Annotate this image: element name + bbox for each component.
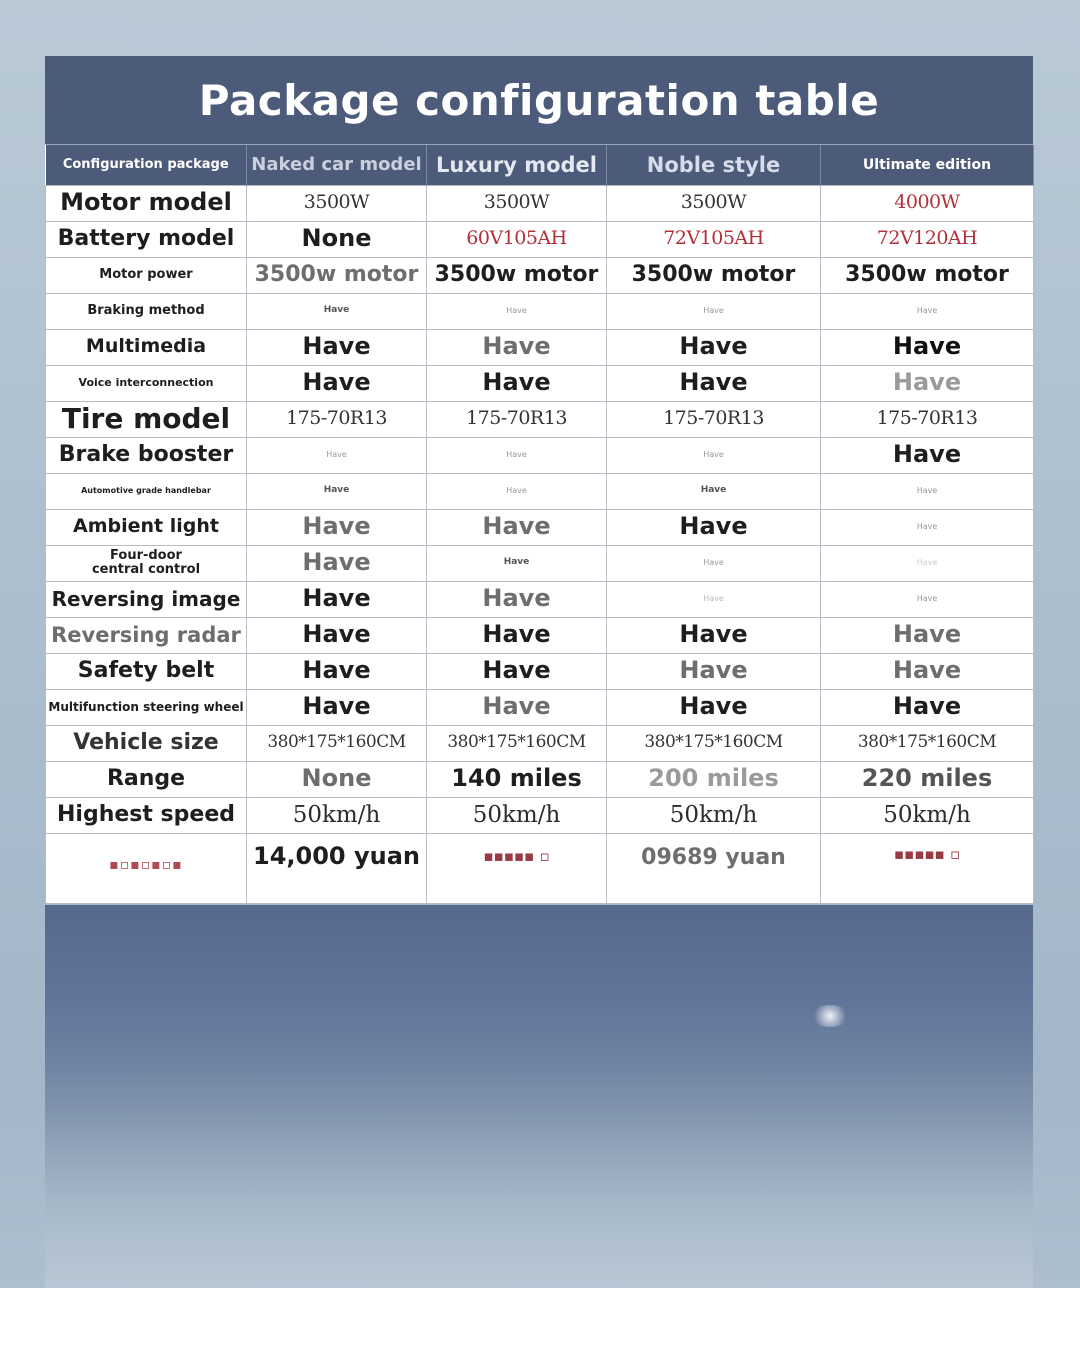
table-cell: 140 miles (427, 761, 607, 797)
row-label: Range (46, 761, 247, 797)
table-row (46, 725, 1034, 761)
table-cell: 3500w motor (247, 257, 427, 293)
price-row (46, 833, 1034, 903)
page-title: Package configuration table (198, 75, 880, 125)
column-header-package: Configuration package (46, 145, 247, 185)
table-row (46, 257, 1034, 293)
price-label (46, 833, 247, 903)
table-row (46, 329, 1034, 365)
table-cell: 3500W (247, 185, 427, 221)
row-label: Braking method (46, 293, 247, 329)
table-cell: Have (247, 617, 427, 653)
table-cell: Have (247, 437, 427, 473)
table-cell: Have (607, 473, 821, 509)
configuration-table (45, 145, 1034, 904)
table-cell: Have (247, 545, 427, 581)
table-cell: Have (247, 581, 427, 617)
table-cell: 50km/h (607, 797, 821, 833)
table-row (46, 293, 1034, 329)
table-row (46, 185, 1034, 221)
table-cell: Have (247, 509, 427, 545)
table-cell: Have (821, 437, 1034, 473)
table-cell: 380*175*160CM (821, 725, 1034, 761)
table-cell: Have (821, 581, 1034, 617)
table-cell: 72V120AH (821, 221, 1034, 257)
table-cell: Have (247, 329, 427, 365)
price-cell: 14,000 yuan (247, 833, 427, 903)
table-cell: Have (607, 689, 821, 725)
row-label: Reversing image (46, 581, 247, 617)
table-row (46, 473, 1034, 509)
row-label: Motor power (46, 257, 247, 293)
table-row (46, 761, 1034, 797)
table-cell: Have (821, 617, 1034, 653)
table-cell: Have (247, 293, 427, 329)
table-cell: Have (607, 545, 821, 581)
table-cell: Have (607, 653, 821, 689)
row-label: Reversing radar (46, 617, 247, 653)
table-cell: 50km/h (247, 797, 427, 833)
table-cell: Have (427, 545, 607, 581)
price-cell (427, 833, 607, 903)
table-cell: 380*175*160CM (247, 725, 427, 761)
column-header-noble: Noble style (607, 145, 821, 185)
table-cell: 3500w motor (607, 257, 821, 293)
table-cell: 175-70R13 (821, 401, 1034, 437)
table-row (46, 653, 1034, 689)
table-row (46, 689, 1034, 725)
table-cell: 175-70R13 (427, 401, 607, 437)
table-cell: 3500w motor (821, 257, 1034, 293)
table-cell: Have (427, 653, 607, 689)
table-cell: Have (607, 293, 821, 329)
table-cell: Have (427, 437, 607, 473)
table-row (46, 221, 1034, 257)
table-cell: 3500w motor (427, 257, 607, 293)
table-cell: Have (821, 293, 1034, 329)
table-row (46, 365, 1034, 401)
row-label: Automotive grade handlebar (46, 473, 247, 509)
table-cell: Have (821, 509, 1034, 545)
table-cell: Have (427, 293, 607, 329)
table-cell: 200 miles (607, 761, 821, 797)
background-fade (0, 1060, 1080, 1288)
table-cell: 60V105AH (427, 221, 607, 257)
row-label: Ambient light (46, 509, 247, 545)
blurred-price: ▪▪▪▪▪ ▫ (483, 846, 550, 865)
table-cell: 4000W (821, 185, 1034, 221)
table-cell: Have (427, 329, 607, 365)
row-label: Multifunction steering wheel (46, 689, 247, 725)
table-row (46, 545, 1034, 581)
table-cell: None (247, 761, 427, 797)
table-cell: Have (427, 473, 607, 509)
table-cell: Have (607, 581, 821, 617)
table-cell: 3500W (427, 185, 607, 221)
table-cell: Have (607, 365, 821, 401)
table-cell: 175-70R13 (247, 401, 427, 437)
table-cell: 220 miles (821, 761, 1034, 797)
table-cell: 175-70R13 (607, 401, 821, 437)
table-cell: Have (821, 473, 1034, 509)
table-cell: 380*175*160CM (427, 725, 607, 761)
price-cell: 09689 yuan (607, 833, 821, 903)
table-cell: Have (607, 617, 821, 653)
table-header-row (46, 145, 1034, 185)
table-cell: 50km/h (821, 797, 1034, 833)
column-header-luxury: Luxury model (427, 145, 607, 185)
row-label: Four-door central control (46, 545, 247, 581)
table-cell: 3500W (607, 185, 821, 221)
row-label: Battery model (46, 221, 247, 257)
table-cell: Have (427, 509, 607, 545)
table-cell: 380*175*160CM (607, 725, 821, 761)
table-cell: Have (427, 617, 607, 653)
row-label: Voice interconnection (46, 365, 247, 401)
table-cell: 50km/h (427, 797, 607, 833)
table-cell: None (247, 221, 427, 257)
row-label: Highest speed (46, 797, 247, 833)
row-label: Safety belt (46, 653, 247, 689)
table-cell: Have (247, 653, 427, 689)
table-cell: Have (427, 689, 607, 725)
table-cell: Have (427, 365, 607, 401)
table-cell: Have (607, 437, 821, 473)
row-label: Tire model (46, 401, 247, 437)
table-cell: Have (607, 329, 821, 365)
configuration-sheet (45, 56, 1033, 904)
table-cell: Have (247, 473, 427, 509)
row-label: Motor model (46, 185, 247, 221)
table-cell: Have (821, 689, 1034, 725)
table-cell: Have (821, 653, 1034, 689)
table-row (46, 509, 1034, 545)
table-row (46, 581, 1034, 617)
column-header-naked: Naked car model (247, 145, 427, 185)
table-cell: Have (247, 365, 427, 401)
row-label: Multimedia (46, 329, 247, 365)
title-bar (45, 56, 1033, 145)
column-header-ultimate: Ultimate edition (821, 145, 1034, 185)
row-label: Brake booster (46, 437, 247, 473)
price-cell (821, 833, 1034, 903)
blurred-label: ▪▫▪▫▪▫▪ (109, 856, 183, 873)
table-cell: Have (821, 545, 1034, 581)
blurred-price: ▪▪▪▪▪ ▫ (893, 844, 961, 863)
table-cell: Have (821, 329, 1034, 365)
table-row (46, 797, 1034, 833)
table-row (46, 617, 1034, 653)
table-cell: 72V105AH (607, 221, 821, 257)
table-row (46, 437, 1034, 473)
row-label: Vehicle size (46, 725, 247, 761)
table-cell: Have (427, 581, 607, 617)
table-row (46, 401, 1034, 437)
table-cell: Have (821, 365, 1034, 401)
table-cell: Have (247, 689, 427, 725)
table-cell: Have (607, 509, 821, 545)
